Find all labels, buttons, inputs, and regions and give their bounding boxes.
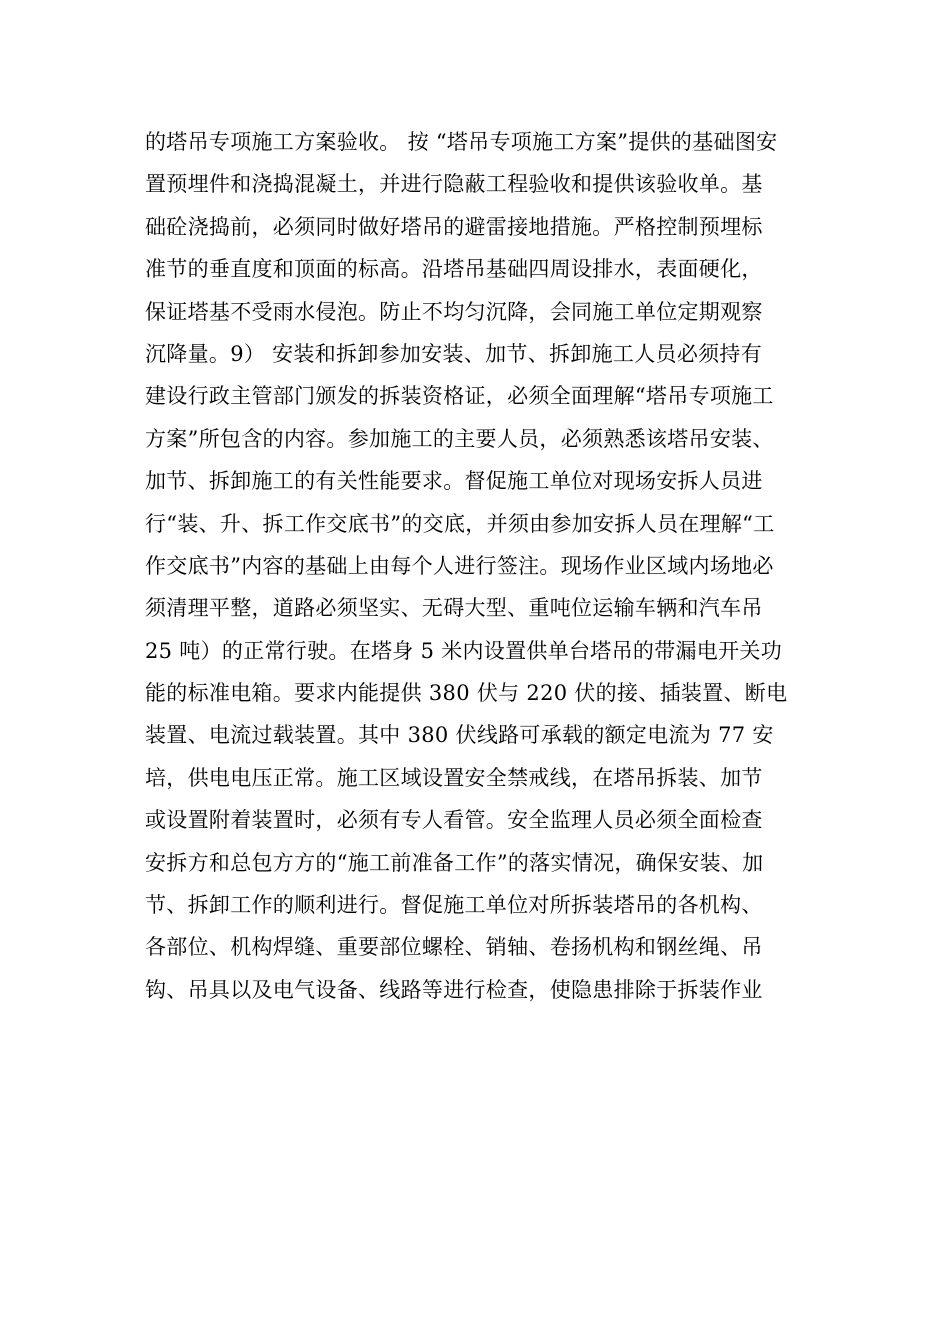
text-line: 培，供电电压正常。施工区域设置安全禁戒线，在塔吊拆装、加节 — [145, 765, 763, 790]
text-line: 方案”所包含的内容。参加施工的主要人员，必须熟悉该塔吊安装、 — [145, 426, 774, 451]
text-line: 建设行政主管部门颁发的拆装资格证，必须全面理解“塔吊专项施工 — [145, 384, 774, 409]
text-line: 行“装、升、拆工作交底书”的交底，并须由参加安拆人员在理解“工 — [145, 511, 775, 536]
text-line: 置预埋件和浇捣混凝土，并进行隐蔽工程验收和提供该验收单。基 — [145, 172, 763, 197]
text-line: 准节的垂直度和顶面的标高。沿塔吊基础四周设排水，表面硬化， — [145, 257, 763, 282]
text-line: 础砼浇捣前，必须同时做好塔吊的避雷接地措施。严格控制预埋标 — [145, 214, 763, 239]
text-line: 的塔吊专项施工方案验收。 按 “塔吊专项施工方案”提供的基础图安 — [145, 130, 778, 154]
text-line: 保证塔基不受雨水侵泡。防止不均匀沉降，会同施工单位定期观察 — [145, 299, 763, 324]
text-line: 沉降量。9） 安装和拆卸参加安装、加节、拆卸施工人员必须持有 — [145, 341, 763, 366]
text-line: 加节、拆卸施工的有关性能要求。督促施工单位对现场安拆人员进 — [145, 469, 763, 494]
text-line: 能的标准电箱。要求内能提供 380 伏与 220 伏的接、插装置、断电 — [145, 681, 788, 706]
body-paragraph — [145, 121, 815, 1011]
text-line: 装置、电流过载装置。其中 380 伏线路可承载的额定电流为 77 安 — [145, 723, 774, 748]
text-line: 安拆方和总包方方的“施工前准备工作”的落实情况，确保安装、加 — [145, 850, 764, 875]
text-line: 各部位、机构焊缝、重要部位螺栓、销轴、卷扬机构和钢丝绳、吊 — [145, 935, 763, 960]
text-line: 或设置附着装置时，必须有专人看管。安全监理人员必须全面检查 — [145, 808, 763, 833]
text-line: 作交底书”内容的基础上由每个人进行签注。现场作业区域内场地必 — [145, 553, 774, 578]
text-line: 节、拆卸工作的顺利进行。督促施工单位对所拆装塔吊的各机构、 — [145, 893, 763, 918]
text-line: 25 吨）的正常行驶。在塔身 5 米内设置供单台塔吊的带漏电开关功 — [145, 638, 783, 663]
text-line: 钩、吊具以及电气设备、线路等进行检查，使隐患排除于拆装作业 — [145, 977, 763, 1002]
text-line: 须清理平整，道路必须坚实、无碍大型、重吨位运输车辆和汽车吊 — [145, 596, 763, 621]
